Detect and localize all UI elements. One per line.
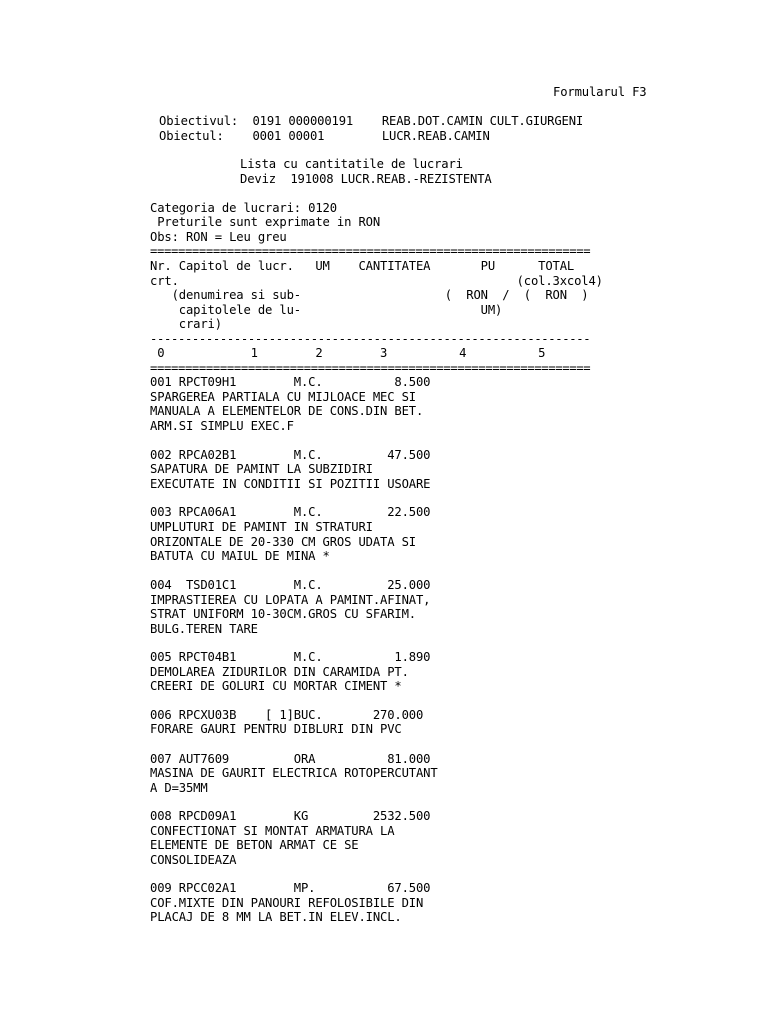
item-row: 009 RPCC02A1 MP. 67.500 bbox=[150, 881, 431, 895]
item-row: 005 RPCT04B1 M.C. 1.890 bbox=[150, 650, 431, 664]
item-description: ELEMENTE DE BETON ARMAT CE SE bbox=[150, 838, 359, 852]
item-description: ARM.SI SIMPLU EXEC.F bbox=[150, 419, 294, 433]
item-description: STRAT UNIFORM 10-30CM.GROS CU SFARIM. bbox=[150, 607, 416, 621]
item-description: FORARE GAURI PENTRU DIBLURI DIN PVC bbox=[150, 722, 402, 736]
obs-note: Obs: RON = Leu greu bbox=[150, 230, 287, 244]
item-row: 008 RPCD09A1 KG 2532.500 bbox=[150, 809, 431, 823]
item-description: A D=35MM bbox=[150, 781, 208, 795]
category-line: Categoria de lucrari: 0120 bbox=[150, 201, 337, 215]
item-row: 002 RPCA02B1 M.C. 47.500 bbox=[150, 448, 431, 462]
item-description: CREERI DE GOLURI CU MORTAR CIMENT * bbox=[150, 679, 402, 693]
item-row: 007 AUT7609 ORA 81.000 bbox=[150, 752, 431, 766]
separator-double: =============================================================== bbox=[150, 361, 591, 375]
column-numbers: 0 1 2 3 4 5 bbox=[150, 346, 546, 360]
column-header-line: crt. (col.3xcol4) bbox=[150, 274, 603, 288]
item-description: SPARGEREA PARTIALA CU MIJLOACE MEC SI bbox=[150, 390, 416, 404]
item-row: 003 RPCA06A1 M.C. 22.500 bbox=[150, 505, 431, 519]
column-header-line: crari) bbox=[150, 317, 222, 331]
item-description: UMPLUTURI DE PAMINT IN STRATURI bbox=[150, 520, 373, 534]
objective-line: Obiectivul: 0191 000000191 REAB.DOT.CAMIN CULT.GIURGENI bbox=[159, 114, 584, 128]
item-description: BULG.TEREN TARE bbox=[150, 622, 258, 636]
item-description: DEMOLAREA ZIDURILOR DIN CARAMIDA PT. bbox=[150, 665, 409, 679]
item-description: MANUALA A ELEMENTELOR DE CONS.DIN BET. bbox=[150, 404, 424, 418]
form-label: Formularul F3 bbox=[553, 85, 647, 99]
separator-single: --------------------------------------------------------------- bbox=[150, 332, 591, 346]
item-description: IMPRASTIEREA CU LOPATA A PAMINT.AFINAT, bbox=[150, 593, 431, 607]
item-description: CONSOLIDEAZA bbox=[150, 853, 237, 867]
item-description: EXECUTATE IN CONDITII SI POZITII USOARE bbox=[150, 477, 431, 491]
estimate-line: Deviz 191008 LUCR.REAB.-REZISTENTA bbox=[240, 172, 492, 186]
column-header-line: capitolele de lu- UM) bbox=[150, 303, 503, 317]
column-header-line: Nr. Capitol de lucr. UM CANTITATEA PU TOTAL bbox=[150, 259, 575, 273]
item-description: BATUTA CU MAIUL DE MINA * bbox=[150, 549, 330, 563]
object-line: Obiectul: 0001 00001 LUCR.REAB.CAMIN bbox=[159, 129, 490, 143]
item-description: CONFECTIONAT SI MONTAT ARMATURA LA bbox=[150, 824, 395, 838]
item-row: 004 TSD01C1 M.C. 25.000 bbox=[150, 578, 431, 592]
list-title: Lista cu cantitatile de lucrari bbox=[240, 157, 463, 171]
item-row: 006 RPCXU03B [ 1]BUC. 270.000 bbox=[150, 708, 424, 722]
item-description: MASINA DE GAURIT ELECTRICA ROTOPERCUTANT bbox=[150, 766, 438, 780]
item-description: COF.MIXTE DIN PANOURI REFOLOSIBILE DIN bbox=[150, 896, 424, 910]
item-row: 001 RPCT09H1 M.C. 8.500 bbox=[150, 375, 431, 389]
item-description: SAPATURA DE PAMINT LA SUBZIDIRI bbox=[150, 462, 373, 476]
item-description: ORIZONTALE DE 20-330 CM GROS UDATA SI bbox=[150, 535, 416, 549]
column-header-line: (denumirea si sub- ( RON / ( RON ) bbox=[150, 288, 589, 302]
separator-double: =============================================================== bbox=[150, 244, 591, 258]
item-description: PLACAJ DE 8 MM LA BET.IN ELEV.INCL. bbox=[150, 910, 402, 924]
prices-note: Preturile sunt exprimate in RON bbox=[150, 215, 380, 229]
